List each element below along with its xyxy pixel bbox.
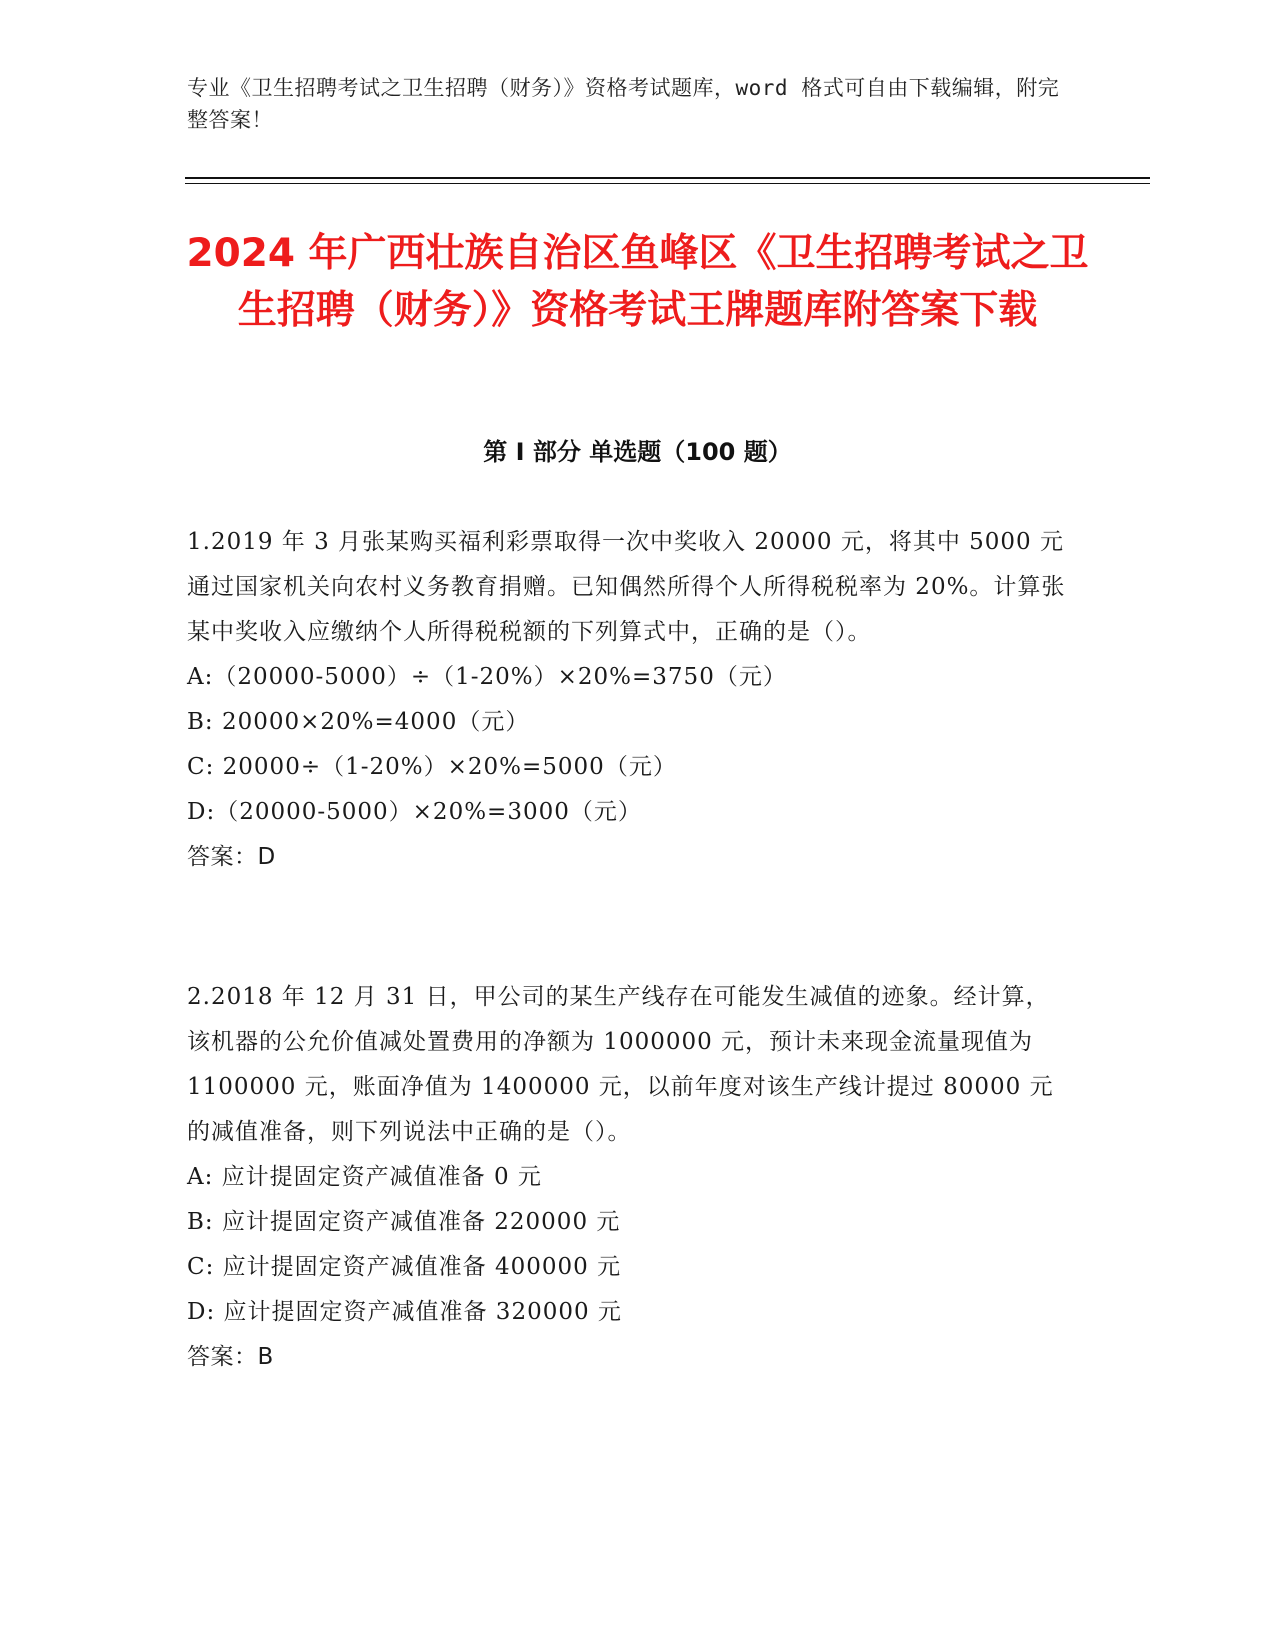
header-divider-thick bbox=[185, 177, 1150, 179]
question-1 bbox=[187, 520, 1067, 880]
option-a: A:（20000-5000）÷（1-20%）×20%=3750（元） bbox=[187, 664, 787, 690]
option-c: C: 应计提固定资产减值准备 400000 元 bbox=[187, 1254, 622, 1280]
option-d: D: 应计提固定资产减值准备 320000 元 bbox=[187, 1299, 622, 1325]
document-title: 2024 年广西壮族自治区鱼峰区《卫生招聘考试之卫生招聘（财务）》资格考试王牌题库附答案下载 bbox=[186, 231, 1089, 333]
option-b: B: 20000×20%=4000（元） bbox=[187, 709, 530, 735]
header-divider-thin bbox=[185, 183, 1150, 184]
question-stem: 2.2018 年 12 月 31 日，甲公司的某生产线存在可能发生减值的迹象。经计算，该机器的公允价值减处置费用的净额为 1000000 元，预计未来现金流量现值为 1100000 元，账面净值为 1400000 元，以前年度对该生产线计提过 80000 元的减值准备，则下列说法中正确的是（）。 bbox=[187, 984, 1054, 1145]
section-heading: 第 I 部分 单选题（100 题） bbox=[483, 438, 792, 466]
header-note: 专业《卫生招聘考试之卫生招聘（财务）》资格考试题库，word 格式可自由下载编辑，附完整答案！ bbox=[187, 76, 1060, 132]
answer-line: 答案：D bbox=[187, 844, 276, 870]
answer-line: 答案：B bbox=[187, 1344, 274, 1370]
question-2 bbox=[187, 975, 1067, 1380]
option-d: D:（20000-5000）×20%=3000（元） bbox=[187, 799, 642, 825]
question-stem: 1.2019 年 3 月张某购买福利彩票取得一次中奖收入 20000 元，将其中 5000 元通过国家机关向农村义务教育捐赠。已知偶然所得个人所得税税率为 20%。计算张某中奖收入应缴纳个人所得税税额的下列算式中，正确的是（）。 bbox=[187, 529, 1066, 645]
option-b: B: 应计提固定资产减值准备 220000 元 bbox=[187, 1209, 621, 1235]
option-a: A: 应计提固定资产减值准备 0 元 bbox=[187, 1164, 542, 1190]
option-c: C: 20000÷（1-20%）×20%=5000（元） bbox=[187, 754, 677, 780]
